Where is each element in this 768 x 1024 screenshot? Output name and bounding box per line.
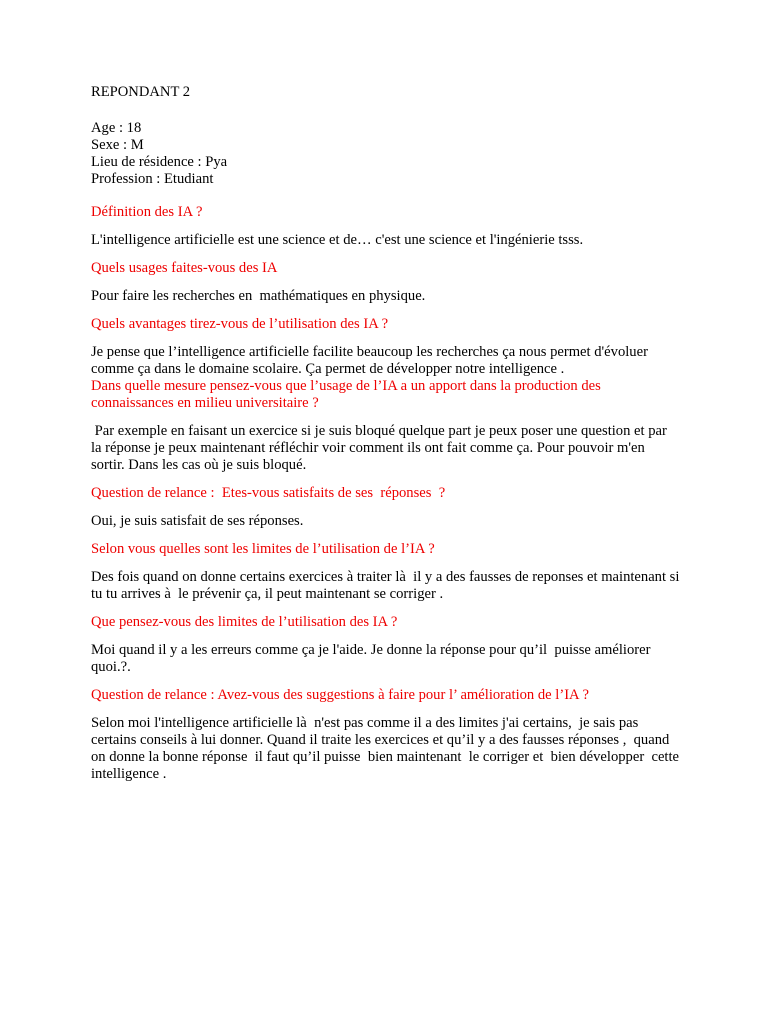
question-satisfaction: Question de relance : Etes-vous satisfaits de ses réponses ?	[91, 485, 446, 501]
answer-advantages: Je pense que l’intelligence artificielle facilite beaucoup les recherches ça nous permet d'évoluer comme ça dans le domaine scolaire. Ça permet de développer notre intelligence .	[91, 344, 652, 377]
answer-limits: Des fois quand on donne certains exercices à traiter là il y a des fausses de reponses et maintenant si tu tu arrives à le prévenir ça, il peut maintenant se corriger .	[91, 569, 684, 602]
question-definition: Définition des IA ?	[91, 204, 203, 220]
answer-usages: Pour faire les recherches en mathématiques en physique.	[91, 288, 426, 304]
respondent-title: REPONDANT 2	[91, 84, 191, 100]
age-field: Age : 18	[91, 120, 142, 136]
answer-satisfaction: Oui, je suis satisfait de ses réponses.	[91, 513, 304, 529]
question-knowledge-production: Dans quelle mesure pensez-vous que l’usage de l’IA a un apport dans la production des connaissances en milieu universitaire ?	[91, 378, 605, 411]
answer-limits-opinion: Moi quand il y a les erreurs comme ça je l'aide. Je donne la réponse pour qu’il puisse améliorer quoi.?.	[91, 642, 655, 675]
answer-definition: L'intelligence artificielle est une science et de… c'est une science et l'ingénierie tsss.	[91, 232, 584, 248]
question-limits: Selon vous quelles sont les limites de l’utilisation de l’IA ?	[91, 541, 435, 557]
question-limits-opinion: Que pensez-vous des limites de l’utilisation des IA ?	[91, 614, 398, 630]
question-advantages: Quels avantages tirez-vous de l’utilisation des IA ?	[91, 316, 389, 332]
question-suggestions: Question de relance : Avez-vous des suggestions à faire pour l’ amélioration de l’IA ?	[91, 687, 589, 703]
answer-knowledge-production: Par exemple en faisant un exercice si je suis bloqué quelque part je peux poser une question et par la réponse je peux maintenant réfléchir voir comment ils ont fait comme ça. Pour pouvoir m'en sortir. Dans les cas où je suis bloqué.	[91, 423, 671, 473]
sex-field: Sexe : M	[91, 137, 144, 153]
document-page	[91, 84, 687, 794]
question-usages: Quels usages faites-vous des IA	[91, 260, 278, 276]
profession-field: Profession : Etudiant	[91, 171, 214, 187]
answer-suggestions: Selon moi l'intelligence artificielle là n'est pas comme il a des limites j'ai certains, je sais pas certains conseils à lui donner. Quand il traite les exercices et qu’il y a des fausses réponses , quand on donne la bonne réponse il faut qu’il puisse bien maintenant le corriger et bien développer cette intelligence .	[91, 715, 687, 782]
respondent-info	[91, 120, 681, 188]
residence-field: Lieu de résidence : Pya	[91, 154, 228, 170]
